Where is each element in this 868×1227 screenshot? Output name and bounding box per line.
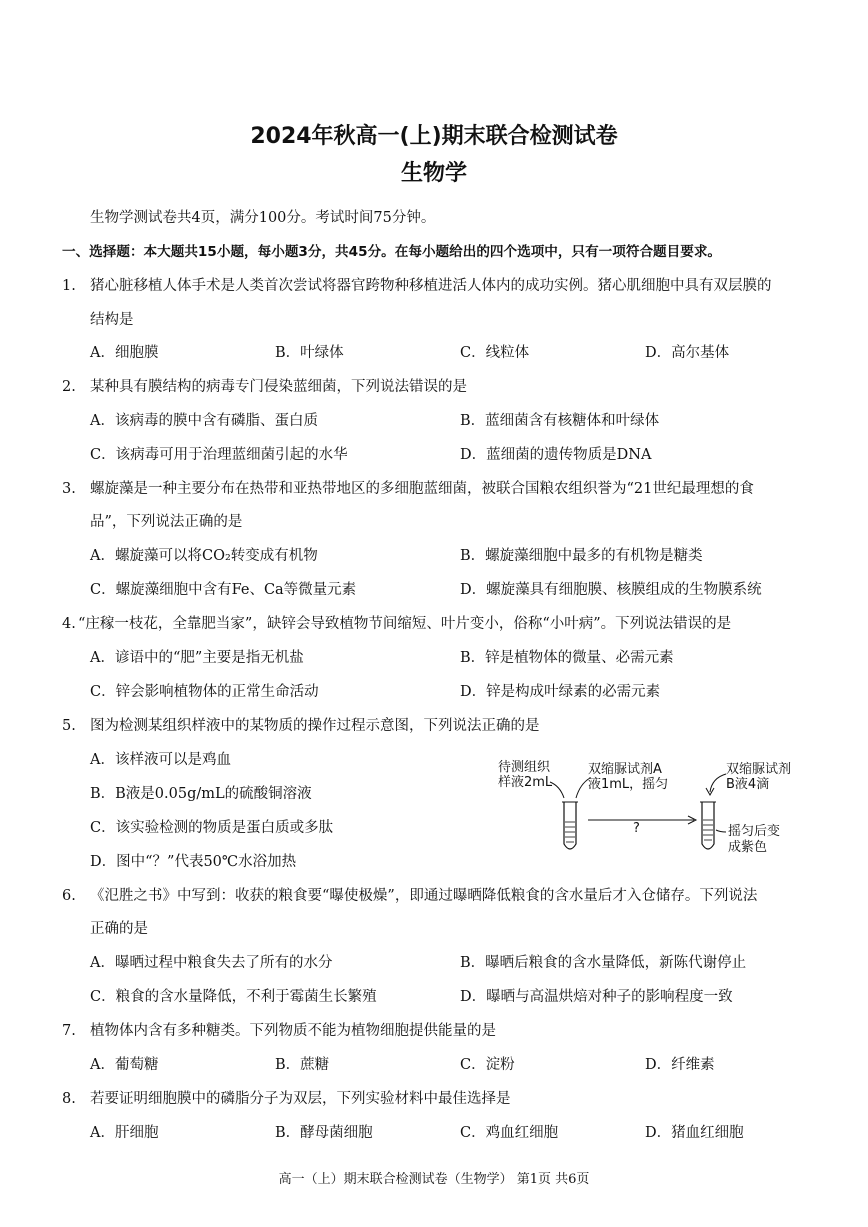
question-number: 5. xyxy=(62,718,76,734)
exam-title: 2024年秋高一(上)期末联合检测试卷 xyxy=(250,124,618,149)
option: C．粮食的含水量降低，不利于霉菌生长繁殖 xyxy=(90,989,377,1005)
diagram-label-sample: 样液2mL xyxy=(498,775,553,790)
question-text: 某种具有膜结构的病毒专门侵染蓝细菌，下列说法错误的是 xyxy=(90,379,467,395)
diagram-label-reagent-a: 双缩脲试剂A xyxy=(588,762,662,777)
option: C．线粒体 xyxy=(460,345,530,361)
diagram-label-process: ? xyxy=(633,821,640,836)
question-number: 8. xyxy=(62,1091,76,1107)
option: A．谚语中的“肥”主要是指无机盐 xyxy=(90,650,304,666)
question-text: “庄稼一枝花，全靠肥当家”，缺锌会导致植物节间缩短、叶片变小，俗称“小叶病”。下列说法错误的是 xyxy=(78,616,732,632)
diagram-label-sample: 待测组织 xyxy=(498,760,551,775)
diagram-label-result: 成紫色 xyxy=(728,840,768,855)
question-text: 《氾胜之书》中写到：收获的粮食要“曝使极燥”，即通过曝晒降低粮食的含水量后才入仓储存。下列说法 xyxy=(90,888,758,904)
option: B．曝晒后粮食的含水量降低，新陈代谢停止 xyxy=(460,955,747,971)
question-number: 3. xyxy=(62,481,76,497)
arrow-right-icon xyxy=(588,816,696,824)
option: B．锌是植物体的微量、必需元素 xyxy=(460,650,674,666)
option: D．猪血红细胞 xyxy=(645,1125,744,1141)
option: A．细胞膜 xyxy=(90,345,159,361)
question-text: 若要证明细胞膜中的磷脂分子为双层，下列实验材料中最佳选择是 xyxy=(90,1091,511,1107)
option: A．肝细胞 xyxy=(90,1125,159,1141)
option: B．蔗糖 xyxy=(275,1057,330,1073)
question-text: 品”，下列说法正确的是 xyxy=(90,514,243,530)
diagram-drawing xyxy=(490,758,830,868)
pour-arrow xyxy=(576,778,590,798)
option: D．纤维素 xyxy=(645,1057,715,1073)
page-footer: 高一（上）期末联合检测试卷（生物学） 第1页 共6页 xyxy=(278,1172,590,1187)
diagram-label-reagent-b: 双缩脲试剂 xyxy=(726,762,792,777)
test-tube-icon xyxy=(700,802,716,849)
test-tube-icon xyxy=(562,802,578,849)
question-number: 1. xyxy=(62,278,76,294)
diagram-label-result: 摇匀后变 xyxy=(728,824,781,839)
option: B．螺旋藻细胞中最多的有机物是糖类 xyxy=(460,548,703,564)
question-number: 6. xyxy=(62,888,76,904)
option: B．酵母菌细胞 xyxy=(275,1125,373,1141)
diagram-label-reagent-b: B液4滴 xyxy=(726,777,770,792)
option: D．高尔基体 xyxy=(645,345,730,361)
question-text: 正确的是 xyxy=(90,921,148,937)
option: D．蓝细菌的遗传物质是DNA xyxy=(460,447,652,463)
question-text: 图为检测某组织样液中的某物质的操作过程示意图，下列说法正确的是 xyxy=(90,718,540,734)
option: C．该实验检测的物质是蛋白质或多肽 xyxy=(90,820,334,836)
option: A．该样液可以是鸡血 xyxy=(90,752,231,768)
option: B．叶绿体 xyxy=(275,345,344,361)
option: C．该病毒可用于治理蓝细菌引起的水华 xyxy=(90,447,348,463)
experiment-diagram xyxy=(490,758,830,868)
option: D．曝晒与高温烘焙对种子的影响程度一致 xyxy=(460,989,733,1005)
exam-intro: 生物学测试卷共4页，满分100分。考试时间75分钟。 xyxy=(90,210,436,226)
question-number: 4. xyxy=(62,616,76,632)
option: C．锌会影响植物体的正常生命活动 xyxy=(90,684,319,700)
result-pointer xyxy=(716,830,726,832)
section-heading: 一、选择题：本大题共15小题，每小题3分，共45分。在每小题给出的四个选项中，只有一项符合题目要求。 xyxy=(62,244,722,260)
option: D．图中“？”代表50℃水浴加热 xyxy=(90,854,297,870)
question-number: 7. xyxy=(62,1023,76,1039)
question-text: 猪心脏移植人体手术是人类首次尝试将器官跨物种移植进活人体内的成功实例。猪心肌细胞中具有双层膜的 xyxy=(90,278,772,294)
option: B．蓝细菌含有核糖体和叶绿体 xyxy=(460,413,660,429)
option: A．该病毒的膜中含有磷脂、蛋白质 xyxy=(90,413,318,429)
question-text: 植物体内含有多种糖类。下列物质不能为植物细胞提供能量的是 xyxy=(90,1023,496,1039)
option: A．螺旋藻可以将CO₂转变成有机物 xyxy=(90,548,318,564)
option: C．螺旋藻细胞中含有Fe、Ca等微量元素 xyxy=(90,582,357,598)
option: A．曝晒过程中粮食失去了所有的水分 xyxy=(90,955,333,971)
question-number: 2. xyxy=(62,379,76,395)
option: C．淀粉 xyxy=(460,1057,515,1073)
diagram-label-reagent-a: 液1mL，摇匀 xyxy=(588,777,669,792)
exam-subtitle: 生物学 xyxy=(400,161,467,186)
option: B．B液是0.05g/mL的硫酸铜溶液 xyxy=(90,786,312,802)
option: A．葡萄糖 xyxy=(90,1057,159,1073)
question-text: 螺旋藻是一种主要分布在热带和亚热带地区的多细胞蓝细菌，被联合国粮农组织誉为“21世纪最理想的食 xyxy=(90,481,754,497)
option: D．螺旋藻具有细胞膜、核膜组成的生物膜系统 xyxy=(460,582,762,598)
pour-arrow xyxy=(550,782,564,798)
drop-arrow xyxy=(710,774,726,792)
option: D．锌是构成叶绿素的必需元素 xyxy=(460,684,661,700)
question-text: 结构是 xyxy=(90,312,134,328)
option: C．鸡血红细胞 xyxy=(460,1125,559,1141)
